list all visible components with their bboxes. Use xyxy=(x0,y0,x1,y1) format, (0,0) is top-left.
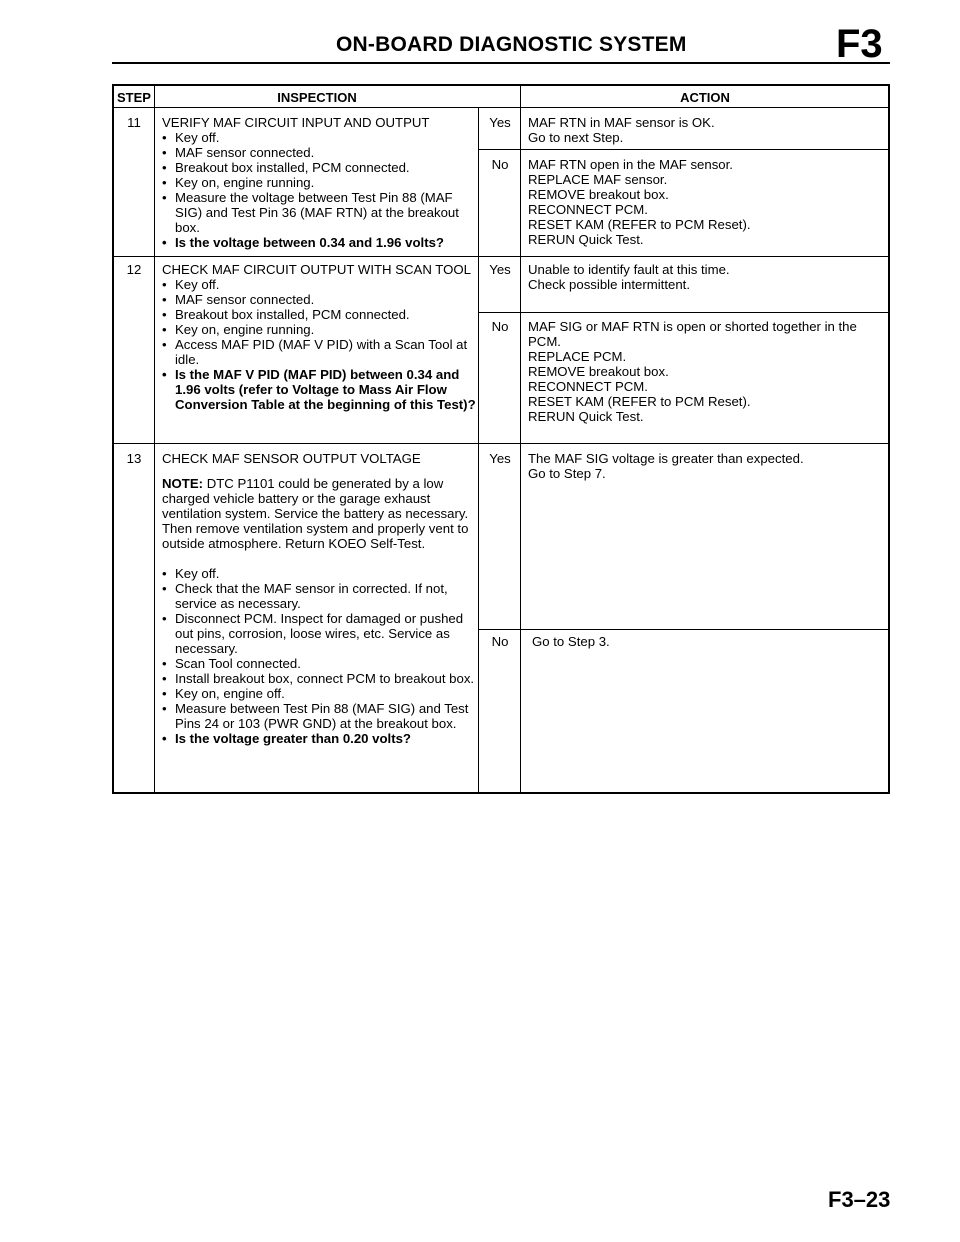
step-question: • Is the voltage greater than 0.20 volts? xyxy=(162,731,476,746)
action-line: RERUN Quick Test. xyxy=(528,409,644,424)
action-line: PCM. xyxy=(528,334,561,349)
no-action xyxy=(528,157,888,247)
action-line: The MAF SIG voltage is greater than expected. xyxy=(528,451,804,466)
yes-no-divider xyxy=(478,312,888,313)
step-divider xyxy=(114,443,888,444)
action-line: REMOVE breakout box. xyxy=(528,187,669,202)
col-divider-step xyxy=(154,86,155,792)
step-title: VERIFY MAF CIRCUIT INPUT AND OUTPUT xyxy=(162,115,430,130)
list-item: • Measure between Test Pin 88 (MAF SIG) and Test Pins 24 or 103 (PWR GND) at the breakout box. xyxy=(162,701,476,731)
list-item: • Install breakout box, connect PCM to breakout box. xyxy=(162,671,476,686)
yes-action xyxy=(528,262,888,292)
yes-action xyxy=(528,115,888,145)
list-item: • Key on, engine running. xyxy=(162,175,476,190)
header-action: ACTION xyxy=(680,90,730,105)
action-line: RECONNECT PCM. xyxy=(528,379,648,394)
step-question: • Is the MAF V PID (MAF PID) between 0.34 and 1.96 volts (refer to Voltage to Mass Air Flow Conversion Table at the beginning of this Test)? xyxy=(162,367,476,412)
action-line: Go to Step 3. xyxy=(532,634,610,649)
list-item: • Key on, engine running. xyxy=(162,322,476,337)
header-step: STEP xyxy=(117,90,151,105)
list-item: • Key off. xyxy=(162,130,476,145)
step-title: CHECK MAF SENSOR OUTPUT VOLTAGE xyxy=(162,451,421,466)
list-item: • Scan Tool connected. xyxy=(162,656,476,671)
list-item: • Disconnect PCM. Inspect for damaged or pushed out pins, corrosion, loose wires, etc. Service as necessary. xyxy=(162,611,476,656)
step-inspection xyxy=(162,451,476,746)
step-note xyxy=(162,476,476,551)
action-line: Go to next Step. xyxy=(528,130,624,145)
note-label: NOTE: xyxy=(162,476,204,491)
list-item: • Key off. xyxy=(162,277,476,292)
no-action xyxy=(528,319,888,424)
col-divider-action xyxy=(520,86,521,792)
header-divider xyxy=(114,107,888,108)
list-item: • Key on, engine off. xyxy=(162,686,476,701)
yes-label: Yes xyxy=(489,451,511,466)
yes-label: Yes xyxy=(489,262,511,277)
list-item: • Access MAF PID (MAF V PID) with a Scan Tool at idle. xyxy=(162,337,476,367)
action-line: Unable to identify fault at this time. xyxy=(528,262,730,277)
list-item: • Breakout box installed, PCM connected. xyxy=(162,160,476,175)
list-item: • Measure the voltage between Test Pin 88 (MAF SIG) and Test Pin 36 (MAF RTN) at the breakout box. xyxy=(162,190,476,235)
note-text: DTC P1101 could be generated by a low charged vehicle battery or the garage exhaust ventilation system. Service the battery as necessary. Then remove ventilation system and properly vent to outside atmosphere. Return KOEO Self-Test. xyxy=(162,476,469,551)
action-line: MAF RTN open in the MAF sensor. xyxy=(528,157,733,172)
no-action xyxy=(532,634,892,649)
step-title: CHECK MAF CIRCUIT OUTPUT WITH SCAN TOOL xyxy=(162,262,471,277)
header-inspection: INSPECTION xyxy=(277,90,357,105)
action-line: REPLACE PCM. xyxy=(528,349,627,364)
diagnostic-table xyxy=(112,84,890,794)
list-item: • Check that the MAF sensor in corrected. If not, service as necessary. xyxy=(162,581,476,611)
action-line: RERUN Quick Test. xyxy=(528,232,644,247)
col-divider-yn xyxy=(478,108,519,792)
section-code: F3 xyxy=(836,22,883,66)
list-item: • Key off. xyxy=(162,566,476,581)
action-line: Go to Step 7. xyxy=(528,466,606,481)
step-question: • Is the voltage between 0.34 and 1.96 volts? xyxy=(162,235,476,250)
step-number: 12 xyxy=(126,262,142,277)
list-item: • MAF sensor connected. xyxy=(162,145,476,160)
action-line: REMOVE breakout box. xyxy=(528,364,669,379)
header-rule xyxy=(112,62,890,64)
step-divider xyxy=(114,256,888,257)
yes-label: Yes xyxy=(489,115,511,130)
no-label: No xyxy=(491,634,509,649)
action-line: REPLACE MAF sensor. xyxy=(528,172,668,187)
page-title: ON-BOARD DIAGNOSTIC SYSTEM xyxy=(336,33,687,56)
step-number: 13 xyxy=(126,451,142,466)
action-line: MAF RTN in MAF sensor is OK. xyxy=(528,115,715,130)
page-number: F3–23 xyxy=(828,1187,891,1212)
action-line: RESET KAM (REFER to PCM Reset). xyxy=(528,217,751,232)
action-line: Check possible intermittent. xyxy=(528,277,690,292)
no-label: No xyxy=(491,157,509,172)
yes-no-divider xyxy=(478,629,888,630)
yes-no-divider xyxy=(478,149,888,150)
list-item: • MAF sensor connected. xyxy=(162,292,476,307)
no-label: No xyxy=(491,319,509,334)
step-number: 11 xyxy=(127,115,141,130)
action-line: RECONNECT PCM. xyxy=(528,202,648,217)
list-item: • Breakout box installed, PCM connected. xyxy=(162,307,476,322)
step-inspection xyxy=(162,262,476,412)
yes-action xyxy=(528,451,888,481)
step-inspection xyxy=(162,115,476,250)
action-line: RESET KAM (REFER to PCM Reset). xyxy=(528,394,751,409)
action-line: MAF SIG or MAF RTN is open or shorted together in the xyxy=(528,319,857,334)
